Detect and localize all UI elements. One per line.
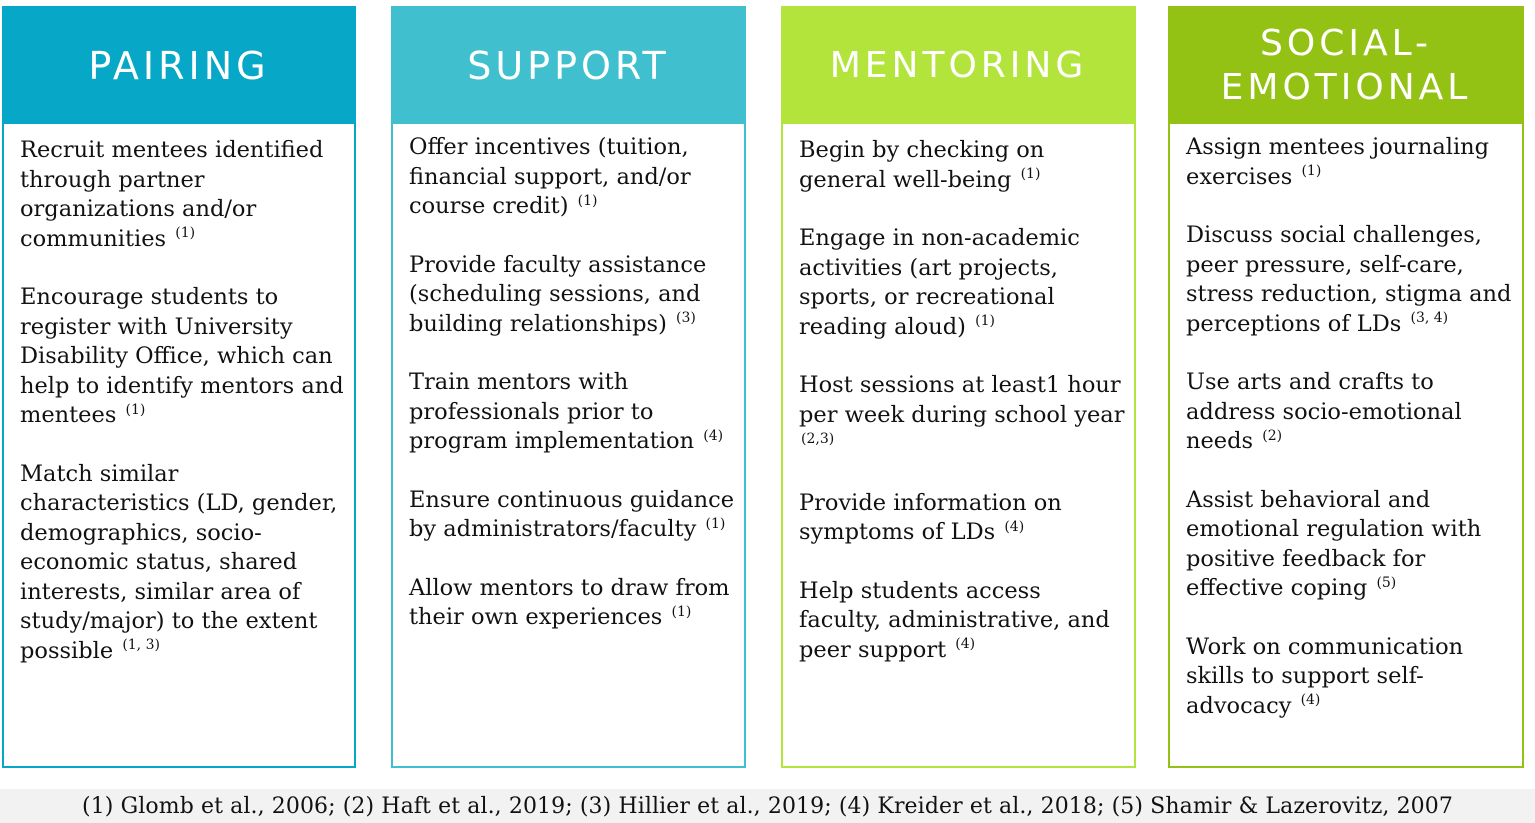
column-title-line: MENTORING <box>829 45 1088 87</box>
list-item <box>799 371 1126 460</box>
column-header <box>1170 8 1522 124</box>
column-title-line: EMOTIONAL <box>1220 67 1472 108</box>
item-text: Encourage students to register with University Disability Office, which can help to identify mentors and mentees <box>20 284 344 428</box>
list-item <box>1186 133 1514 192</box>
column-body <box>1170 124 1522 766</box>
column-support <box>391 6 746 768</box>
item-text: Provide information on symptoms of LDs <box>799 489 1062 545</box>
citation-ref: (4) <box>703 427 724 444</box>
column-title-line: PAIRING <box>88 43 270 88</box>
item-text: Offer incentives (tuition, financial support, and/or course credit) <box>409 134 691 219</box>
list-item <box>1186 368 1514 457</box>
citation-ref: (4) <box>1300 692 1321 708</box>
column-header <box>4 8 354 124</box>
list-item <box>799 224 1126 342</box>
item-text: Recruit mentees identified through partner organizations and/or communities <box>20 137 324 252</box>
item-text: Engage in non-academic activities (art projects, sports, or recreational reading aloud) <box>799 225 1080 340</box>
list-item <box>20 283 346 431</box>
item-text: Ensure continuous guidance by administrators/faculty <box>409 486 735 542</box>
list-item <box>799 136 1126 195</box>
item-text: Help students access faculty, administrative, and peer support <box>799 577 1110 663</box>
item-text: Assign mentees journaling exercises <box>1186 134 1490 190</box>
citation-ref: (5) <box>1376 574 1397 591</box>
column-body <box>783 124 1134 766</box>
item-text: Work on communication skills to support self-advocacy <box>1186 633 1464 719</box>
citation-ref: (3, 4) <box>1410 310 1449 326</box>
item-text: Train mentors with professionals prior to program implementation <box>409 369 695 454</box>
column-pairing <box>2 6 356 768</box>
item-text: Host sessions at least1 hour per week during school year <box>799 372 1125 428</box>
references-text: (1) Glomb et al., 2006; (2) Haft et al., 2019; (3) Hillier et al., 2019; (4) Kreider et al., 2018; (5) Shamir & Lazerovitz, 2007 <box>82 793 1453 819</box>
item-text: Use arts and crafts to address socio-emotional needs <box>1186 369 1462 454</box>
list-item <box>799 577 1126 666</box>
item-text: Match similar characteristics (LD, gender, demographics, socio-economic status, shared interests, similar area of study/major) to the extent possible <box>20 460 338 664</box>
citation-ref: (1) <box>125 401 146 418</box>
item-text: Provide faculty assistance (scheduling sessions, and building relationships) <box>409 251 707 337</box>
list-item <box>1186 486 1514 604</box>
list-item <box>409 251 736 340</box>
list-item <box>409 574 736 633</box>
column-social-emotional <box>1168 6 1524 768</box>
citation-ref: (1) <box>705 515 726 532</box>
column-mentoring <box>781 6 1136 768</box>
citation-ref: (1) <box>671 603 692 620</box>
item-text: Discuss social challenges, peer pressure, self-care, stress reduction, stigma and perceptions of LDs <box>1186 222 1512 337</box>
item-text: Allow mentors to draw from their own experiences <box>409 574 730 630</box>
citation-ref: (1) <box>1301 163 1322 179</box>
column-header <box>393 8 744 124</box>
item-text: Assist behavioral and emotional regulation with positive feedback for effective coping <box>1186 486 1482 601</box>
column-body <box>393 124 744 766</box>
list-item <box>1186 633 1514 722</box>
list-item <box>1186 221 1514 339</box>
list-item <box>20 136 346 254</box>
column-title-line: SUPPORT <box>467 43 670 88</box>
citation-ref: (1) <box>577 192 598 209</box>
item-text: Begin by checking on general well-being <box>799 137 1045 193</box>
citation-ref: (3) <box>676 310 696 326</box>
list-item <box>409 368 736 457</box>
list-item <box>409 133 736 222</box>
citation-ref: (1, 3) <box>122 637 160 653</box>
citation-ref: (4) <box>955 636 976 652</box>
column-title-line: SOCIAL- <box>1260 23 1432 65</box>
citation-ref: (1) <box>1020 166 1041 182</box>
list-item <box>409 486 736 545</box>
citation-ref: (2,3) <box>801 430 835 447</box>
citation-ref: (1) <box>175 225 196 241</box>
references-footer <box>0 789 1535 823</box>
citation-ref: (4) <box>1004 518 1025 535</box>
column-body <box>4 124 354 766</box>
column-header <box>783 8 1134 124</box>
list-item <box>20 460 346 667</box>
list-item <box>799 489 1126 548</box>
citation-ref: (1) <box>975 313 995 329</box>
citation-ref: (2) <box>1262 427 1283 444</box>
